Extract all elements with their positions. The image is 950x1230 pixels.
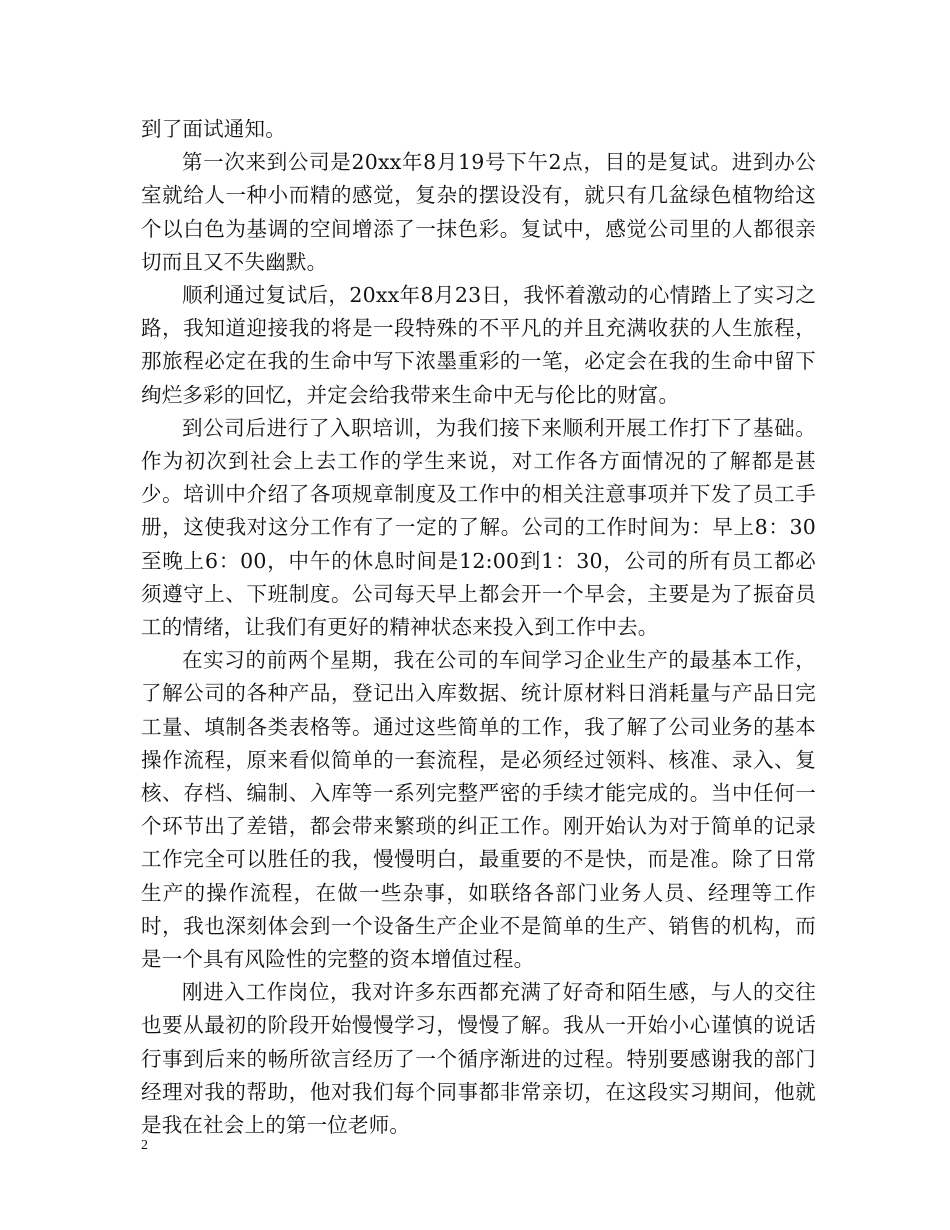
paragraph-1: 到了面试通知。 <box>141 117 286 141</box>
document-body <box>141 113 816 1142</box>
paragraph-5: 在实习的前两个星期，我在公司的车间学习企业生产的最基本工作，了解公司的各种产品，登记出入库数据、统计原材料日消耗量与产品日完工量、填制各类表格等。通过这些简单的工作，我了解了公司业务的基本操作流程，原来看似简单的一套流程，是必须经过领料、核准、录入、复核、存档、编制、入库等一系列完整严密的手续才能完成的。当中任何一个环节出了差错，都会带来繁琐的纠正工作。刚开始认为对于简单的记录工作完全可以胜任的我，慢慢明白，最重要的不是快，而是准。除了日常生产的操作流程，在做一些杂事，如联络各部门业务人员、经理等工作时，我也深刻体会到一个设备生产企业不是简单的生产、销售的机构，而是一个具有风险性的完整的资本增值过程。 <box>141 648 816 972</box>
paragraph-4: 到公司后进行了入职培训，为我们接下来顺利开展工作打下了基础。作为初次到社会上去工作的学生来说，对工作各方面情况的了解都是甚少。培训中介绍了各项规章制度及工作中的相关注意事项并下发了员工手册，这使我对这分工作有了一定的了解。公司的工作时间为：早上8：30至晚上6：00，中午的休息时间是12:00到1：30，公司的所有员工都必须遵守上、下班制度。公司每天早上都会开一个早会，主要是为了振奋员工的情绪，让我们有更好的精神状态来投入到工作中去。 <box>141 415 816 640</box>
paragraph-3: 顺利通过复试后，20xx年8月23日，我怀着激动的心情踏上了实习之路，我知道迎接我的将是一段特殊的不平凡的并且充满收获的人生旅程，那旅程必定在我的生命中写下浓墨重彩的一笔，必定会在我的生命中留下绚烂多彩的回忆，并定会给我带来生命中无与伦比的财富。 <box>141 283 816 407</box>
page-number: 2 <box>141 1138 148 1153</box>
paragraph-6: 刚进入工作岗位，我对许多东西都充满了好奇和陌生感，与人的交往也要从最初的阶段开始慢慢学习，慢慢了解。我从一开始小心谨慎的说话行事到后来的畅所欲言经历了一个循序渐进的过程。特别要感谢我的部门经理对我的帮助，他对我们每个同事都非常亲切，在这段实习期间，他就是我在社会上的第一位老师。 <box>141 980 816 1138</box>
paragraph-2: 第一次来到公司是20xx年8月19号下午2点，目的是复试。进到办公室就给人一种小而精的感觉，复杂的摆设没有，就只有几盆绿色植物给这个以白色为基调的空间增添了一抹色彩。复试中，感觉公司里的人都很亲切而且又不失幽默。 <box>141 150 816 274</box>
